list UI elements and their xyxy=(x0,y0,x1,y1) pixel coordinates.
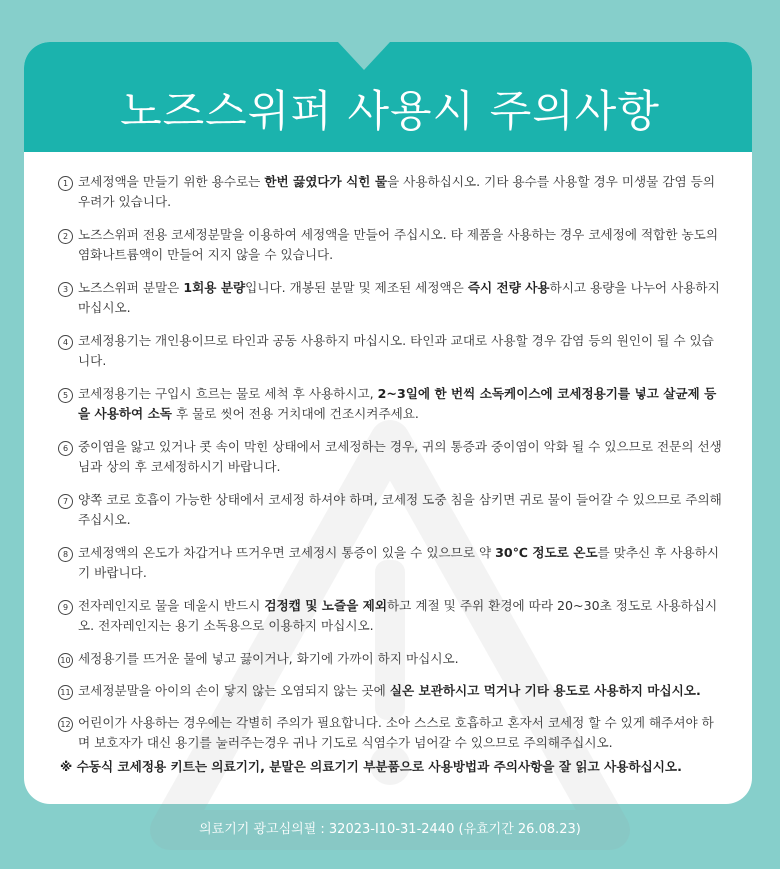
item-emphasis: 2~3일에 한 번씩 소독케이스에 코세정용기를 넣고 살균제 등을 사용하여 소독 xyxy=(78,386,717,421)
item-number: 6 xyxy=(58,441,73,456)
item-number: 8 xyxy=(58,547,73,562)
list-item xyxy=(58,649,723,681)
item-number: 11 xyxy=(58,685,73,700)
item-number: 1 xyxy=(58,176,73,191)
item-text: 중이염을 앓고 있거나 콧 속이 막힌 상태에서 코세정하는 경우, 귀의 통증과 중이염이 악화 될 수 있으므로 전문의 선생님과 상의 후 코세정하시기 바랍니다. xyxy=(78,439,722,474)
list-item xyxy=(58,331,723,384)
item-number: 5 xyxy=(58,388,73,403)
item-text: 전자레인지로 물을 데울시 반드시 xyxy=(78,598,265,613)
item-text: 하시고 용량을 나누어 사용하지 마십시오. xyxy=(78,280,720,315)
item-text: 코세정액을 만들기 위한 용수로는 xyxy=(78,174,265,189)
item-emphasis: 30℃ 정도로 온도 xyxy=(495,545,598,560)
item-text: 을 사용하십시오. 기타 용수를 사용할 경우 미생물 감염 등의 우려가 있습니다. xyxy=(78,174,716,209)
list-item xyxy=(58,437,723,490)
list-item xyxy=(58,490,723,543)
list-item xyxy=(58,384,723,437)
item-number: 4 xyxy=(58,335,73,350)
item-text: 코세정용기는 개인용이므로 타인과 공동 사용하지 마십시오. 타인과 교대로 사용할 경우 감염 등의 원인이 될 수 있습니다. xyxy=(78,333,714,368)
ad-approval-footer: 의료기기 광고심의필 : 32023-I10-31-2440 (유효기간 26.08.23) xyxy=(199,822,581,837)
page-title: 노즈스위퍼 사용시 주의사항 xyxy=(120,87,660,137)
item-text: 코세정액의 온도가 차갑거나 뜨거우면 코세정시 통증이 있을 수 있으므로 약 xyxy=(78,545,496,560)
item-text: 입니다. 개봉된 분말 및 제조된 세정액은 xyxy=(245,280,468,295)
item-emphasis: 1회용 분량 xyxy=(183,280,246,295)
item-emphasis: 실온 보관하시고 먹거나 기타 용도로 사용하지 마십시오. xyxy=(389,683,701,698)
item-text: 하고 계절 및 주위 환경에 따라 20~30초 정도로 사용하십시오. 전자레인지는 용기 소독용으로 이용하지 마십시오. xyxy=(78,598,718,633)
list-item xyxy=(58,172,723,225)
item-number: 12 xyxy=(58,717,73,732)
item-number: 3 xyxy=(58,282,73,297)
item-emphasis: 한번 끓였다가 식힌 물 xyxy=(264,174,387,189)
item-number: 2 xyxy=(58,229,73,244)
list-item xyxy=(58,681,723,713)
item-number: 9 xyxy=(58,600,73,615)
list-item xyxy=(58,543,723,596)
item-text: 노즈스위퍼 분말은 xyxy=(78,280,184,295)
item-number: 10 xyxy=(58,653,73,668)
list-item xyxy=(58,596,723,649)
item-number: 7 xyxy=(58,494,73,509)
item-text: 를 맞추신 후 사용하시기 바랍니다. xyxy=(78,545,720,580)
item-text: 노즈스위퍼 전용 코세정분말을 이용하여 세정액을 만들어 주십시오. 타 제품을 사용하는 경우 코세정에 적합한 농도의 염화나트륨액이 만들어 지지 않을 수 있습니다. xyxy=(78,227,718,262)
caution-list xyxy=(58,172,723,766)
list-item xyxy=(58,225,723,278)
item-text: 코세정분말을 아이의 손이 닿지 않는 오염되지 않는 곳에 xyxy=(78,683,390,698)
list-item xyxy=(58,278,723,331)
item-text: 코세정용기는 구입시 흐르는 물로 세척 후 사용하시고, xyxy=(78,386,378,401)
item-emphasis: 검정캡 및 노즐을 제외 xyxy=(264,598,387,613)
item-emphasis: 즉시 전량 사용 xyxy=(467,280,550,295)
item-text: 어린이가 사용하는 경우에는 각별히 주의가 필요합니다. 소아 스스로 호흡하고 혼자서 코세정 할 수 있게 해주셔야 하며 보호자가 대신 용기를 눌러주는경우 귀나 기도로 식염수가 넘어갈 수 있으므로 주의해주십시오. xyxy=(78,715,714,750)
item-text: 후 물로 씻어 전용 거치대에 건조시켜주세요. xyxy=(171,406,419,421)
item-text: 양쪽 코로 호흡이 가능한 상태에서 코세정 하셔야 하며, 코세정 도중 침을 삼키면 귀로 물이 들어갈 수 있으므로 주의해 주십시오. xyxy=(78,492,722,527)
kit-notice: ※ 수동식 코세정용 키트는 의료기기, 분말은 의료기기 부분품으로 사용방법과 주의사항을 잘 읽고 사용하십시오. xyxy=(60,759,682,774)
item-text: 세정용기를 뜨거운 물에 넣고 끓이거나, 화기에 가까이 하지 마십시오. xyxy=(78,651,459,666)
